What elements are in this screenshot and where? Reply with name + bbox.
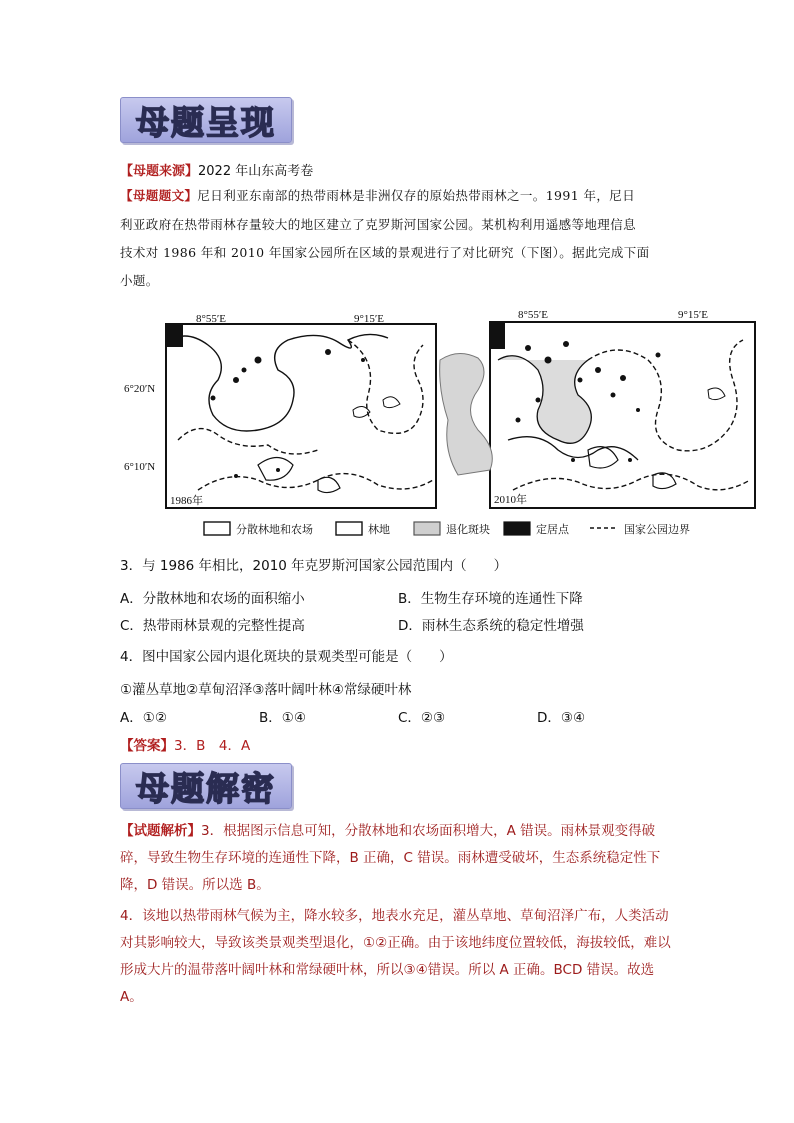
map-panel-1986 [124,313,436,508]
legend-park-boundary: 国家公园边界 [624,524,690,536]
q4-option-b: B．①④ [259,710,306,726]
question-4-stem: 4．图中国家公园内退化斑块的景观类型可能是（ ） [120,649,453,665]
lat-label-top: 6°20′N [124,383,156,395]
question-text-line: 利亚政府在热带雨林存量较大的地区建立了克罗斯河国家公园。某机构利用遥感等地理信息 [120,217,637,232]
q4-option-d: D．③④ [537,710,586,726]
q3-option-b: B．生物生存环境的连通性下降 [398,591,583,607]
answer-line [120,734,250,754]
question-3-stem: 3．与 1986 年相比，2010 年克罗斯河国家公园范围内（ ） [120,558,508,574]
year-label-2010: 2010年 [494,494,527,506]
analysis-paragraph-2: 4．该地以热带雨林气候为主，降水较多，地表水充足，灌丛草地、草甸沼泽广布，人类活动对其影响较大，导致该类景观类型退化，①②正确。由于该地纬度位置较低，海拔较低，难以形成大片的温带落叶阔叶林和常绿硬叶林，所以③④错误。所以 A 正确。BCD 错误。故选 A。 [120,908,671,1005]
section-banner-analysis [120,763,292,809]
lat-label-bottom: 6°10′N [124,461,156,473]
q3-option-d: D．雨林生态系统的稳定性增强 [398,618,584,634]
answer-label: 【答案】 [120,738,174,754]
legend-degraded-patch: 退化斑块 [446,524,490,536]
question-text-line: 小题。 [120,273,159,288]
legend-forest: 林地 [368,524,390,536]
analysis-label: 【试题解析】 [120,823,201,839]
source-label: 【母题来源】 [120,164,199,179]
legend-settlement: 定居点 [536,524,569,536]
banner-title: 母题呈现 [136,102,276,142]
analysis-section [120,818,680,1011]
section-banner-presentation [120,97,292,143]
source-line [120,160,313,179]
question-text-line: 尼日利亚东南部的热带雨林是非洲仅存的原始热带雨林之一。1991 年，尼日 [197,188,636,203]
banner-title-analysis: 母题解密 [136,768,276,808]
question-text-label: 【母题题文】 [120,188,198,203]
answer-value: 3．B 4．A [174,738,251,754]
lon-label-left-2010: 8°55′E [518,309,549,321]
lon-label-right-2010: 9°15′E [678,309,709,321]
legend-scattered-forest: 分散林地和农场 [236,524,313,536]
lon-label-right: 9°15′E [354,313,385,325]
q3-option-c: C．热带雨林景观的完整性提高 [120,618,305,634]
lon-label-left: 8°55′E [196,313,227,325]
q3-option-a: A．分散林地和农场的面积缩小 [120,591,305,607]
analysis-paragraph-1: 3．根据图示信息可知，分散林地和农场面积增大，A 错误。雨林景观变得破碎，导致生物生存环境的连通性下降，B 正确，C 错误。雨林遭受破坏，生态系统稳定性下降，D 错误。所以选 B。 [120,823,661,893]
question-text-line: 技术对 1986 年和 2010 年国家公园所在区域的景观进行了对比研究（下图）。据此完成下面 [120,245,650,260]
source-value: 2022 年山东高考卷 [198,164,314,179]
landscape-comparison-map [118,300,758,540]
year-label-1986: 1986年 [170,495,203,507]
map-panel-2010 [440,309,755,508]
question-4-items: ①灌丛草地②草甸沼泽③落叶阔叶林④常绿硬叶林 [120,682,412,698]
q4-option-c: C．②③ [398,710,446,726]
map-legend [204,522,690,536]
q4-option-a: A．①② [120,710,167,726]
